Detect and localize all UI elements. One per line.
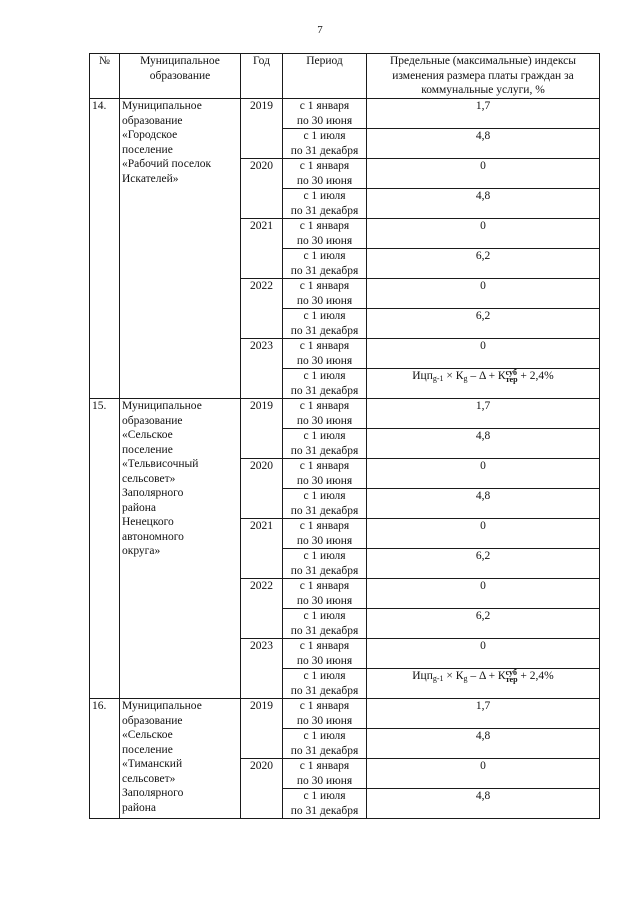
period-cell [283,699,367,729]
year-cell: 2019 [241,699,283,759]
entry-number: 14. [90,99,120,399]
formula-times-k: × К [443,370,464,382]
period-start: с 1 января [299,460,350,472]
entry-number: 15. [90,399,120,699]
period-start: с 1 июля [303,430,346,442]
municipality-name [120,399,241,699]
municipality-name-line: Искателей» [122,172,179,185]
period-cell [283,459,367,489]
year-cell: 2020 [241,159,283,219]
index-value-cell [367,669,600,699]
period-cell [283,279,367,309]
index-value-cell: 0 [367,579,600,609]
period-cell [283,639,367,669]
index-value-cell: 0 [367,519,600,549]
formula-minus-delta-plus-k: – Δ + К [467,670,506,682]
period-end: по 30 июня [296,114,353,127]
period-end: по 30 июня [296,474,353,487]
period-end: по 31 декабря [290,744,359,757]
municipality-name-line: автономного [122,530,184,543]
period-start: с 1 июля [303,670,346,682]
period-end: по 31 декабря [290,144,359,157]
index-value-cell: 4,8 [367,789,600,819]
index-value-cell: 0 [367,339,600,369]
tariff-formula [412,670,554,682]
period-start: с 1 июля [303,550,346,562]
municipality-name-line: «Сельское [122,429,173,441]
index-value-cell: 0 [367,639,600,669]
header-number: № [90,54,120,99]
period-start: с 1 июля [303,310,346,322]
period-cell [283,399,367,429]
period-end: по 31 декабря [290,204,359,217]
index-value-cell: 4,8 [367,189,600,219]
period-start: с 1 января [299,700,350,712]
municipality-name-line: сельсовет» [122,772,176,785]
formula-ipc: Ицп [412,670,433,682]
entry-number: 16. [90,699,120,819]
period-start: с 1 июля [303,130,346,142]
period-end: по 31 декабря [290,564,359,577]
municipality-name-line: поселение [122,743,173,756]
period-end: по 30 июня [296,294,353,307]
period-start: с 1 января [299,640,350,652]
table-row [90,99,600,129]
period-cell [283,789,367,819]
formula-tail: + 2,4% [517,670,554,682]
year-cell: 2019 [241,399,283,459]
period-end: по 30 июня [296,714,353,727]
period-cell [283,159,367,189]
period-end: по 30 июня [296,174,353,187]
formula-ipc-subscript: g-1 [432,674,444,683]
period-cell [283,609,367,639]
index-value-cell: 4,8 [367,429,600,459]
period-start: с 1 января [299,340,350,352]
period-cell [283,309,367,339]
period-end: по 30 июня [296,594,353,607]
period-end: по 30 июня [296,534,353,547]
year-cell: 2023 [241,639,283,699]
period-start: с 1 июля [303,730,346,742]
index-value-cell: 1,7 [367,699,600,729]
formula-minus-delta-plus-k: – Δ + К [467,370,506,382]
municipality-name-line: Муниципальное [122,700,202,712]
index-value-cell: 0 [367,219,600,249]
formula-k-superscript: суб [505,368,517,377]
period-end: по 31 декабря [290,504,359,517]
index-value-cell [367,369,600,399]
municipality-name [120,99,241,399]
index-value-cell: 1,7 [367,399,600,429]
period-start: с 1 июля [303,190,346,202]
index-value-cell: 0 [367,159,600,189]
period-end: по 31 декабря [290,624,359,637]
year-cell: 2020 [241,459,283,519]
municipality-name-line: округа» [122,545,161,557]
period-end: по 31 декабря [290,804,359,817]
period-end: по 31 декабря [290,444,359,457]
municipality-name-line: Муниципальное [122,400,202,412]
period-start: с 1 июля [303,250,346,262]
formula-k-superscript: суб [505,668,517,677]
period-cell [283,489,367,519]
period-end: по 30 июня [296,774,353,787]
period-cell [283,369,367,399]
period-cell [283,339,367,369]
municipality-name-line: Заполярного [122,787,184,799]
header-year: Год [241,54,283,99]
period-cell [283,549,367,579]
index-value-cell: 1,7 [367,99,600,129]
municipality-name-line: «Городское [122,129,178,141]
period-start: с 1 января [299,400,350,412]
formula-ipc-subscript: g-1 [432,374,444,383]
year-cell: 2020 [241,759,283,819]
municipality-name [120,699,241,819]
period-cell [283,189,367,219]
period-start: с 1 июля [303,610,346,622]
period-end: по 30 июня [296,414,353,427]
header-index: Предельные (максимальные) индексы изменения размера платы граждан за коммунальные услуги, % [367,54,600,99]
period-end: по 31 декабря [290,384,359,397]
index-value-cell: 6,2 [367,249,600,279]
municipality-name-line: «Сельское [122,729,173,741]
formula-k-lower-index: тер [505,375,518,384]
period-cell [283,579,367,609]
municipality-name-line: «Тиманский [122,758,183,770]
period-start: с 1 января [299,520,350,532]
municipality-name-line: района [122,501,157,514]
index-value-cell: 4,8 [367,489,600,519]
index-value-cell: 0 [367,279,600,309]
municipality-name-line: «Тельвисочный [122,458,199,470]
period-start: с 1 января [299,220,350,232]
period-end: по 30 июня [296,654,353,667]
header-period: Период [283,54,367,99]
municipality-name-line: образование [122,714,183,727]
tariff-formula [412,370,554,382]
year-cell: 2022 [241,279,283,339]
period-cell [283,519,367,549]
municipality-name-line: поселение [122,143,173,156]
period-end: по 30 июня [296,354,353,367]
period-start: с 1 января [299,100,350,112]
index-value-cell: 0 [367,459,600,489]
period-cell [283,729,367,759]
period-end: по 30 июня [296,234,353,247]
period-start: с 1 июля [303,370,346,382]
period-end: по 31 декабря [290,324,359,337]
table-row [90,699,600,729]
period-cell [283,219,367,249]
municipality-name-line: поселение [122,443,173,456]
period-start: с 1 января [299,160,350,172]
municipality-name-line: Заполярного [122,487,184,499]
period-end: по 31 декабря [290,264,359,277]
index-value-cell: 4,8 [367,729,600,759]
period-start: с 1 июля [303,490,346,502]
municipality-name-line: образование [122,114,183,127]
period-end: по 31 декабря [290,684,359,697]
period-cell [283,249,367,279]
index-value-cell: 4,8 [367,129,600,159]
formula-times-k: × К [443,670,464,682]
formula-k-subscript: g [463,674,468,683]
municipality-name-line: «Рабочий поселок [122,158,212,170]
period-start: с 1 января [299,280,350,292]
year-cell: 2019 [241,99,283,159]
table-row [90,399,600,429]
index-value-cell: 0 [367,759,600,789]
period-cell [283,759,367,789]
municipality-name-line: Муниципальное [122,100,202,112]
formula-k-indices [506,369,518,383]
municipality-name-line: сельсовет» [122,472,176,485]
year-cell: 2022 [241,579,283,639]
header-municipality: Муниципальное образование [120,54,241,99]
year-cell: 2021 [241,519,283,579]
formula-k-indices [506,669,518,683]
municipality-name-line: образование [122,414,183,427]
year-cell: 2023 [241,339,283,399]
municipality-name-line: Ненецкого [122,516,174,528]
index-value-cell: 6,2 [367,309,600,339]
table-header-row [90,54,600,99]
tariff-index-table [89,53,600,819]
year-cell: 2021 [241,219,283,279]
period-cell [283,669,367,699]
formula-k-subscript: g [463,374,468,383]
period-start: с 1 января [299,580,350,592]
period-start: с 1 января [299,760,350,772]
formula-ipc: Ицп [412,370,433,382]
period-cell [283,99,367,129]
formula-k-lower-index: тер [505,675,518,684]
municipality-name-line: района [122,801,157,814]
period-cell [283,429,367,459]
index-value-cell: 6,2 [367,549,600,579]
period-start: с 1 июля [303,790,346,802]
page-number: 7 [317,24,323,36]
index-value-cell: 6,2 [367,609,600,639]
table-body [90,99,600,819]
formula-tail: + 2,4% [517,370,554,382]
period-cell [283,129,367,159]
